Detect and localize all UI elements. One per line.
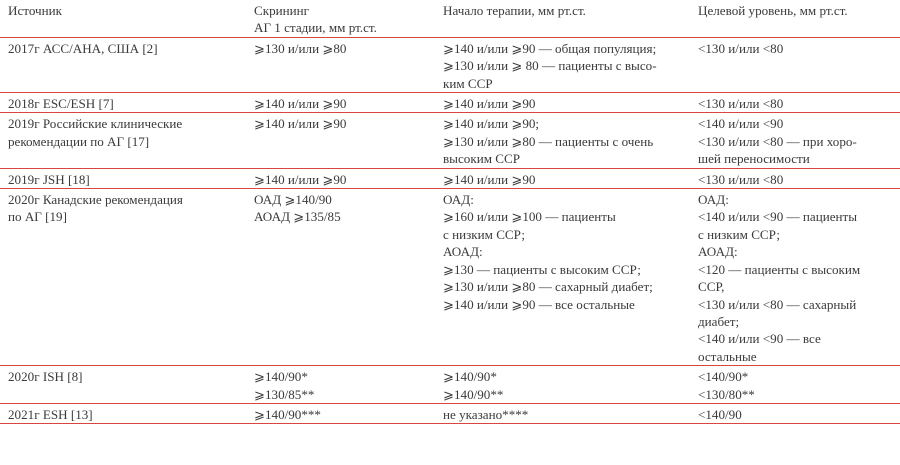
cell-target-level bbox=[696, 189, 900, 366]
cell-text: ⩾140 и/или ⩾90 — все остальные bbox=[443, 296, 635, 312]
table-row bbox=[0, 168, 900, 188]
cell-text: 2017г АСС/АНА, США [2] bbox=[8, 40, 158, 56]
cell-screening bbox=[250, 93, 440, 113]
cell-text: не указано**** bbox=[443, 406, 529, 422]
cell-therapy-start bbox=[440, 403, 696, 423]
cell-text: 2021г ESH [13] bbox=[8, 406, 93, 422]
cell-text: 2020г Канадские рекомендация bbox=[8, 192, 183, 208]
cell-text: <140 и/или <90 — все bbox=[698, 331, 821, 347]
cell-source bbox=[0, 168, 250, 188]
cell-source bbox=[0, 366, 250, 404]
cell-text: <130 и/или <80 bbox=[698, 96, 784, 112]
cell-text: ⩾130 и/или ⩾80 bbox=[254, 40, 347, 56]
cell-text: диабет; bbox=[698, 313, 740, 329]
cell-therapy-start bbox=[440, 37, 696, 92]
cell-target-level bbox=[696, 168, 900, 188]
cell-screening bbox=[250, 37, 440, 92]
cell-text: <130/80** bbox=[698, 386, 755, 402]
cell-text: ⩾130 и/или ⩾80 — сахарный диабет; bbox=[443, 279, 653, 295]
cell-text: ⩾130 и/или ⩾ 80 — пациенты с высо- bbox=[443, 58, 657, 74]
cell-text: ОАД ⩾140/90 bbox=[254, 192, 332, 208]
cell-text: <140 и/или <90 — пациенты bbox=[698, 209, 858, 225]
cell-text: ⩾130/85** bbox=[254, 386, 315, 402]
cell-screening bbox=[250, 113, 440, 168]
cell-text: с низким ССР; bbox=[443, 226, 526, 242]
header-target-level bbox=[696, 0, 900, 37]
header-text: Целевой уровень, мм рт.ст. bbox=[698, 3, 848, 18]
cell-text: <130 и/или <80 — сахарный bbox=[698, 296, 857, 312]
cell-text: АОАД ⩾135/85 bbox=[254, 209, 341, 225]
cell-target-level bbox=[696, 403, 900, 423]
header-text: АГ 1 стадии, мм рт.ст. bbox=[254, 20, 377, 36]
cell-target-level bbox=[696, 366, 900, 404]
cell-text: ⩾140/90* bbox=[254, 369, 308, 385]
cell-text: 2019г JSH [18] bbox=[8, 171, 90, 187]
cell-text: ОАД: bbox=[443, 192, 474, 208]
cell-text: ⩾140/90* bbox=[443, 369, 497, 385]
cell-therapy-start bbox=[440, 168, 696, 188]
cell-target-level bbox=[696, 93, 900, 113]
cell-screening bbox=[250, 403, 440, 423]
cell-text: ССР, bbox=[698, 279, 725, 295]
table-row bbox=[0, 403, 900, 423]
cell-text: рекомендации по АГ [17] bbox=[8, 133, 150, 149]
cell-text: высоким ССР bbox=[443, 151, 521, 167]
cell-source bbox=[0, 93, 250, 113]
cell-text: ⩾140/90** bbox=[443, 386, 504, 402]
cell-text: ким ССР bbox=[443, 75, 493, 91]
cell-text: АОАД: bbox=[698, 244, 738, 260]
cell-text: ОАД: bbox=[698, 192, 729, 208]
table-row bbox=[0, 37, 900, 92]
table-row bbox=[0, 366, 900, 404]
cell-text: ⩾130 — пациенты с высоким ССР; bbox=[443, 261, 641, 277]
header-text: Начало терапии, мм рт.ст. bbox=[443, 3, 586, 18]
cell-text: ⩾160 и/или ⩾100 — пациенты bbox=[443, 209, 616, 225]
cell-therapy-start bbox=[440, 93, 696, 113]
cell-text: <120 — пациенты с высоким bbox=[698, 261, 861, 277]
cell-source bbox=[0, 37, 250, 92]
table-row bbox=[0, 113, 900, 168]
cell-source bbox=[0, 189, 250, 366]
cell-source bbox=[0, 403, 250, 423]
cell-text: <130 и/или <80 bbox=[698, 40, 784, 56]
cell-text: по АГ [19] bbox=[8, 209, 67, 225]
cell-screening bbox=[250, 189, 440, 366]
cell-text: ⩾140 и/или ⩾90 bbox=[254, 171, 347, 187]
header-row bbox=[0, 0, 900, 37]
cell-text: 2020г ISH [8] bbox=[8, 369, 83, 385]
cell-therapy-start bbox=[440, 189, 696, 366]
cell-screening bbox=[250, 366, 440, 404]
cell-text: 2019г Российские клинические bbox=[8, 116, 183, 132]
cell-text: <130 и/или <80 bbox=[698, 171, 784, 187]
cell-text: с низким ССР; bbox=[698, 226, 781, 242]
header-source bbox=[0, 0, 250, 37]
cell-text: ⩾140/90*** bbox=[254, 406, 321, 422]
cell-target-level bbox=[696, 37, 900, 92]
header-screening bbox=[250, 0, 440, 37]
table-row bbox=[0, 93, 900, 113]
cell-text: ⩾140 и/или ⩾90; bbox=[443, 116, 540, 132]
cell-text: ⩾140 и/или ⩾90 bbox=[443, 96, 536, 112]
cell-text: <140/90* bbox=[698, 369, 749, 385]
cell-text: ⩾140 и/или ⩾90 — общая популяция; bbox=[443, 40, 657, 56]
cell-text: <140/90 bbox=[698, 406, 742, 422]
cell-text: <140 и/или <90 bbox=[698, 116, 784, 132]
cell-source bbox=[0, 113, 250, 168]
cell-therapy-start bbox=[440, 113, 696, 168]
cell-text: ⩾140 и/или ⩾90 bbox=[443, 171, 536, 187]
cell-target-level bbox=[696, 113, 900, 168]
cell-text: ⩾140 и/или ⩾90 bbox=[254, 116, 347, 132]
cell-screening bbox=[250, 168, 440, 188]
cell-text: <130 и/или <80 — при хоро- bbox=[698, 133, 857, 149]
cell-text: остальные bbox=[698, 348, 757, 364]
cell-text: шей переносимости bbox=[698, 151, 810, 167]
cell-therapy-start bbox=[440, 366, 696, 404]
cell-text: ⩾130 и/или ⩾80 — пациенты с очень bbox=[443, 133, 654, 149]
header-text: Скрининг bbox=[254, 3, 310, 18]
cell-text: 2018г ESC/ESH [7] bbox=[8, 96, 114, 112]
header-text: Источник bbox=[8, 3, 62, 18]
header-therapy-start bbox=[440, 0, 696, 37]
table-row bbox=[0, 189, 900, 366]
cell-text: АОАД: bbox=[443, 244, 483, 260]
cell-text: ⩾140 и/или ⩾90 bbox=[254, 96, 347, 112]
